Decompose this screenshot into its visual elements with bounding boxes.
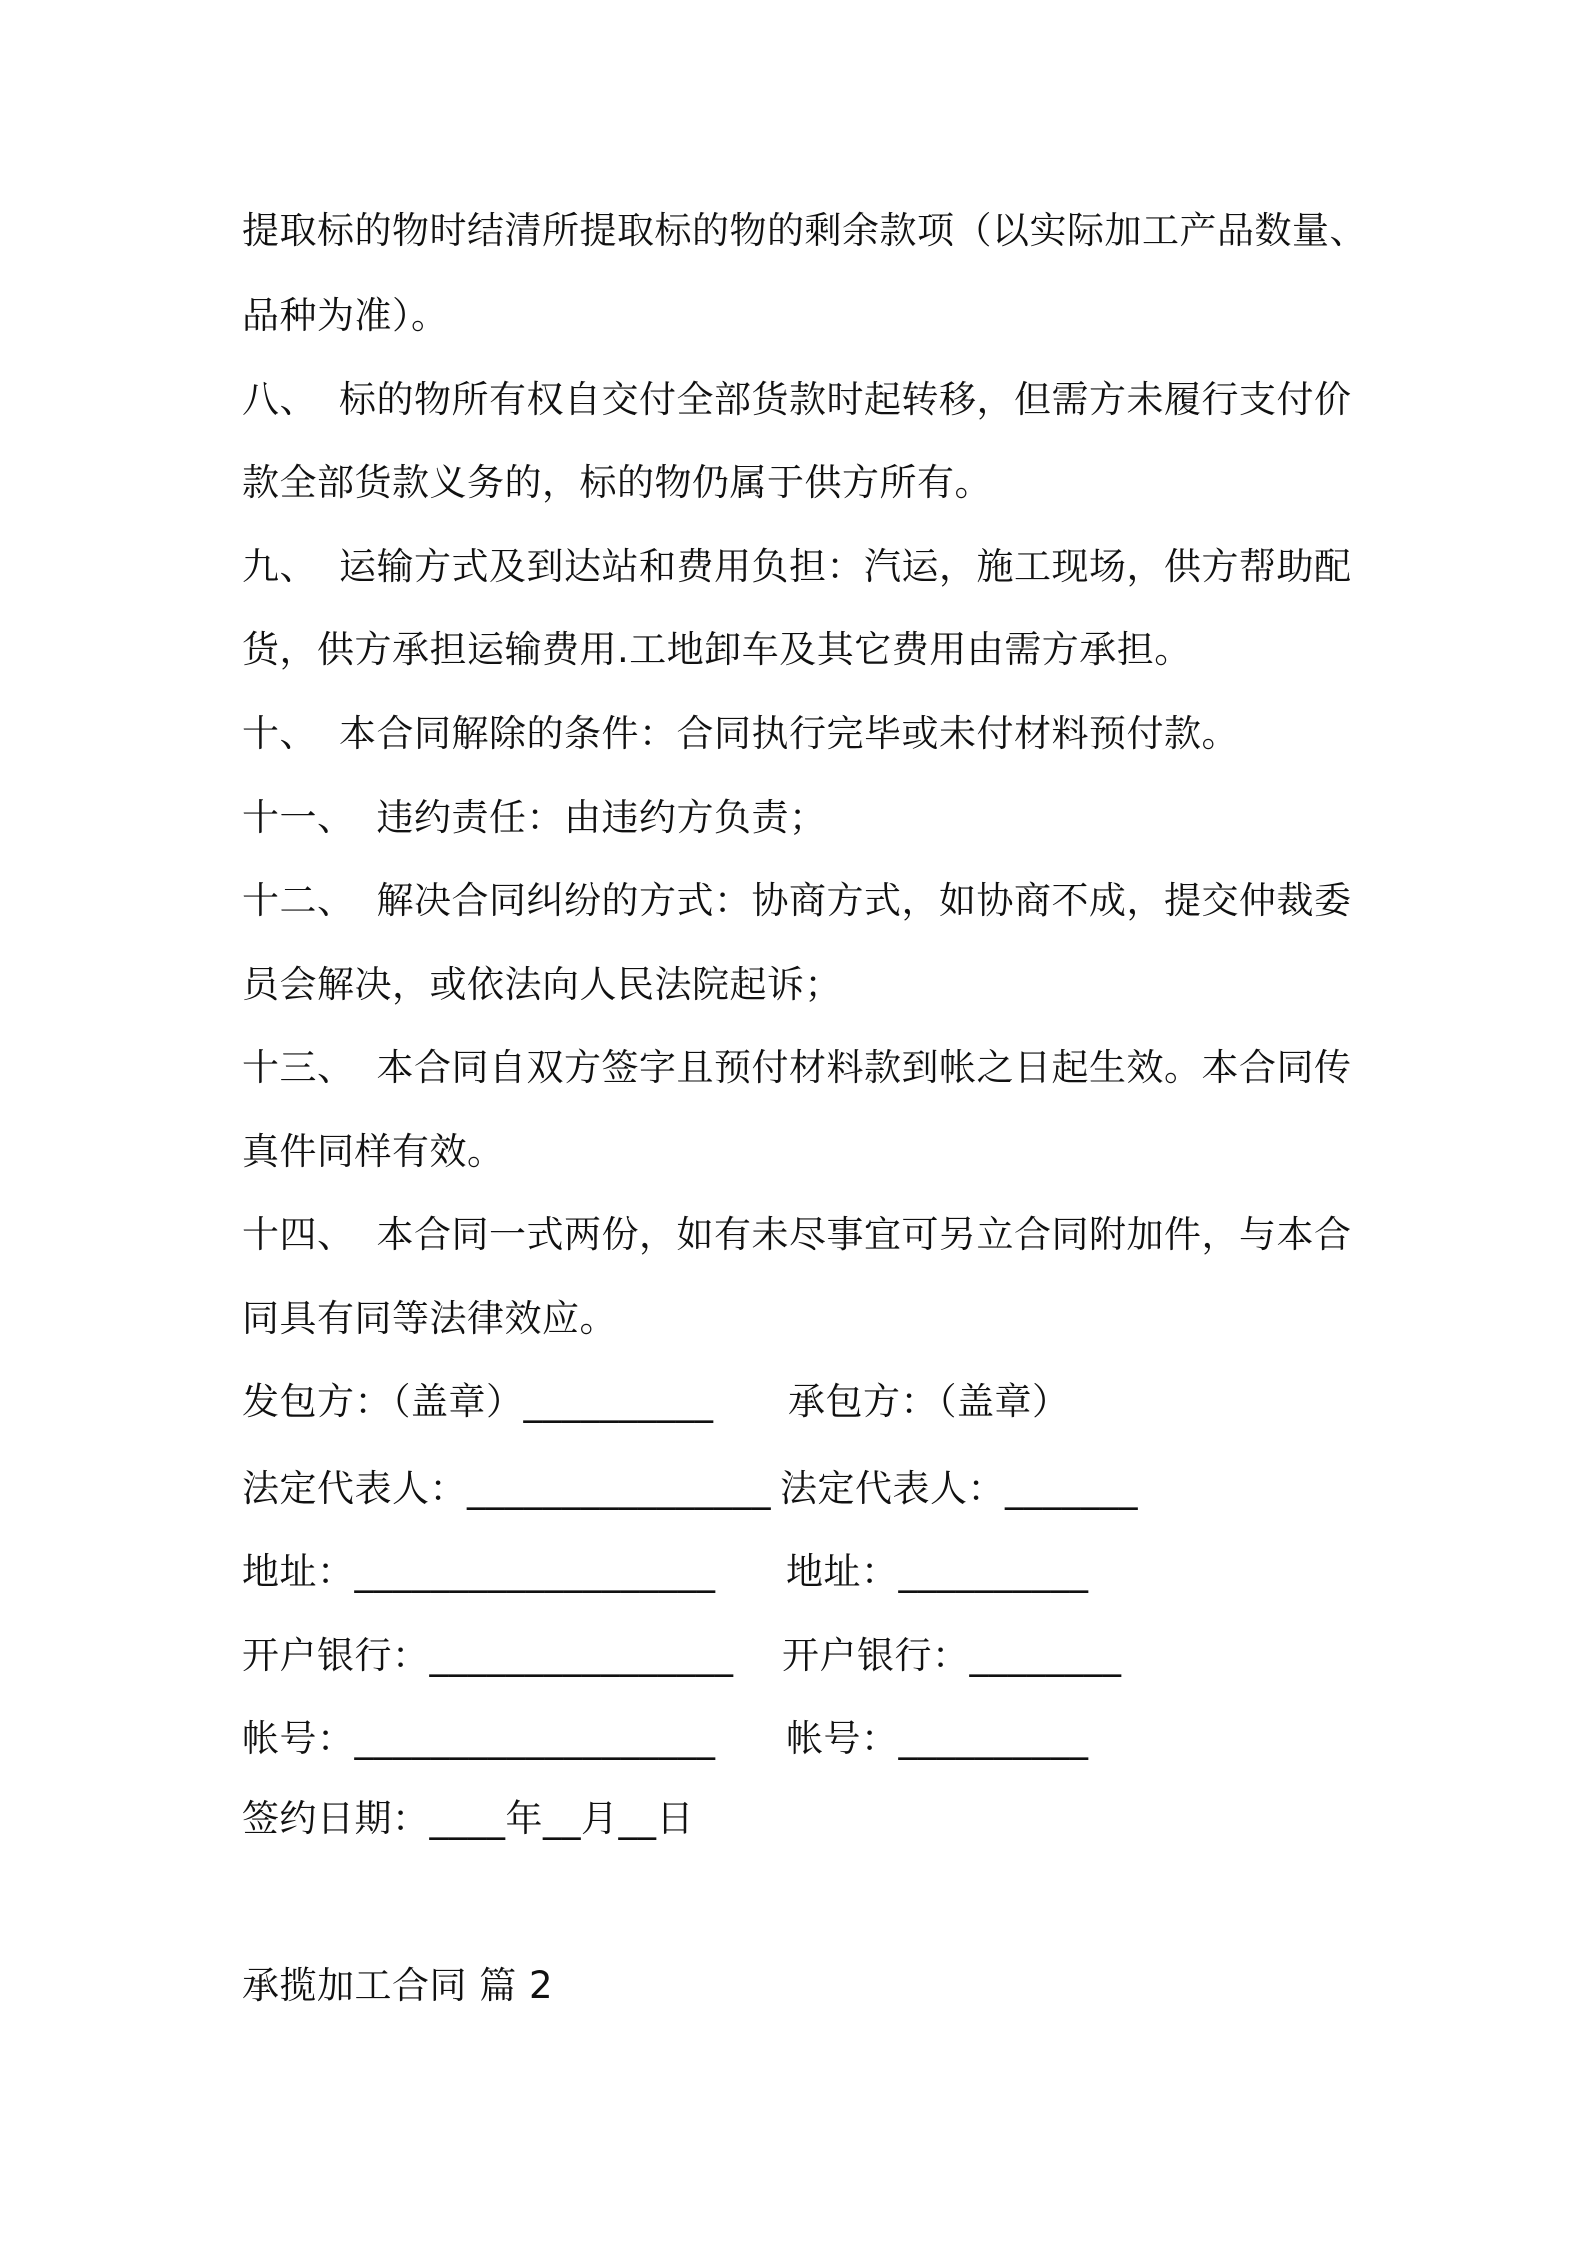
clause-number: 十一、 — [242, 796, 355, 839]
signature-bank-left: 开户银行：________________ — [242, 1634, 734, 1677]
clause-8-line-1 — [242, 377, 1352, 423]
clause-text: 本合同解除的条件：合同执行完毕或未付材料预付款。 — [339, 712, 1239, 755]
clause-10 — [242, 711, 1239, 757]
signature-contractor-receiver: 承包方：（盖章） — [788, 1380, 1070, 1423]
signature-bank-right: 开户银行：________ — [782, 1634, 1122, 1677]
clause-number: 八、 — [242, 378, 317, 421]
clause-8-line-2: 款全部货款义务的，标的物仍属于供方所有。 — [242, 461, 992, 504]
clause-text: 标的物所有权自交付全部货款时起转移，但需方未履行支付价 — [339, 378, 1352, 421]
clause-number: 十二、 — [242, 879, 355, 922]
section-title: 承揽加工合同 篇 2 — [242, 1964, 554, 2007]
clause-number: 十、 — [242, 712, 317, 755]
clause-text: 违约责任：由违约方负责； — [376, 796, 827, 839]
clause-number: 九、 — [242, 545, 317, 588]
signature-account-right: 帐号：__________ — [786, 1717, 1089, 1760]
clause-11 — [242, 795, 827, 841]
clause-text: 本合同自双方签字且预付材料款到帐之日起生效。本合同传 — [376, 1046, 1352, 1089]
clause-9-line-1 — [242, 544, 1352, 590]
clause-text: 本合同一式两份，如有未尽事宜可另立合同附加件，与本合 — [376, 1213, 1352, 1256]
signature-address-right: 地址：__________ — [786, 1550, 1089, 1593]
paragraph-7-line-1: 提取标的物时结清所提取标的物的剩余款项（以实际加工产品数量、 — [242, 209, 1367, 252]
clause-text: 运输方式及到达站和费用负担：汽运，施工现场，供方帮助配 — [339, 545, 1352, 588]
clause-text: 解决合同纠纷的方式：协商方式，如协商不成，提交仲裁委 — [376, 879, 1352, 922]
signature-address-left: 地址：___________________ — [242, 1550, 716, 1593]
clause-12-line-2: 员会解决，或依法向人民法院起诉； — [242, 963, 842, 1006]
signature-legal-rep-right: 法定代表人：_______ — [780, 1467, 1138, 1510]
clause-13-line-2: 真件同样有效。 — [242, 1130, 505, 1173]
signature-contractor-issuer: 发包方：（盖章）__________ — [242, 1380, 714, 1423]
clause-12-line-1 — [242, 878, 1352, 924]
clause-14-line-1 — [242, 1212, 1352, 1258]
clause-9-line-2: 货，供方承担运输费用.工地卸车及其它费用由需方承担。 — [242, 628, 1192, 671]
clause-13-line-1 — [242, 1045, 1352, 1091]
signature-legal-rep-left: 法定代表人：________________ — [242, 1467, 771, 1510]
clause-number: 十三、 — [242, 1046, 355, 1089]
paragraph-7-line-2: 品种为准）。 — [242, 294, 449, 337]
signature-account-left: 帐号：___________________ — [242, 1717, 716, 1760]
signing-date: 签约日期：____年__月__日 — [242, 1797, 694, 1840]
clause-14-line-2: 同具有同等法律效应。 — [242, 1297, 617, 1340]
clause-number: 十四、 — [242, 1213, 355, 1256]
